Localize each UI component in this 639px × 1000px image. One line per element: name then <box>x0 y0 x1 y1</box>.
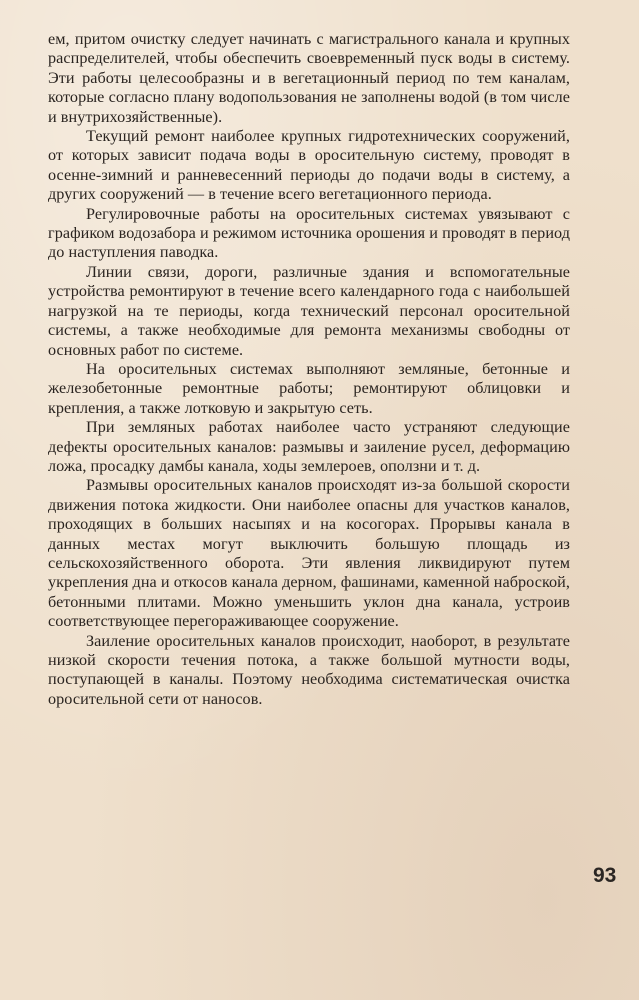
paragraph-6: При земляных работах наиболее часто устраняют следующие дефекты оросительных каналов: размывы и заиление русел, деформацию ложа, просадку дамбы канала, ходы землероев, оползни и т. д. <box>48 418 570 475</box>
paragraph-3: Регулировочные работы на оросительных системах увязывают с графиком водозабора и режимом источника орошения и проводят в период до наступления паводка. <box>48 204 570 262</box>
paragraph-7: Размывы оросительных каналов происходят из-за большой скорости движения потока жидкости. Они наиболее опасны для участков каналов, проходящих в больших насыпях и на косогорах. Прорывы канала в данных местах могут выключить большую площадь из сельскохозяйственного оборота. Эти явления ликвидируют путем укрепления дна и откосов канала дерном, фашинами, каменной наброской, бетонными плитами. Можно уменьшить уклон дна канала, устроив соответствующее перегораживающее сооружение. <box>48 476 570 631</box>
body-text <box>48 30 570 709</box>
paragraph-1: ем, притом очистку следует начинать с магистрального канала и крупных распределителей, чтобы обеспечить своевременный пуск воды в систему. Эти работы целесообразны и в вегетационный период по тем каналам, которые согласно плану водопользования не заполнены водой (в том числе и внутрихозяйственные). <box>48 30 570 126</box>
paragraph-4: Линии связи, дороги, различные здания и вспомогательные устройства ремонтируют в течение всего календарного года с наибольшей нагрузкой на те периоды, когда технический персонал оросительной системы, а также необходимые для ремонта механизмы свободны от основных работ по системе. <box>48 262 570 359</box>
paragraph-5: На оросительных системах выполняют земляные, бетонные и железобетонные ремонтные работы; ремонтируют облицовки и крепления, а также лотковую и закрытую сеть. <box>48 359 570 417</box>
paragraph-8: Заиление оросительных каналов происходит, наоборот, в результате низкой скорости течения потока, а также большой мутности воды, поступающей в каналы. Поэтому необходима систематическая очистка оросительной сети от наносов. <box>48 631 570 708</box>
page-number: 93 <box>593 864 617 887</box>
paragraph-2: Текущий ремонт наиболее крупных гидротехнических сооружений, от которых зависит подача воды в оросительную систему, проводят в осенне-зимний и ранневесенний периоды до подачи воды в систему, а других сооружений — в течение всего вегетационного периода. <box>48 127 570 204</box>
